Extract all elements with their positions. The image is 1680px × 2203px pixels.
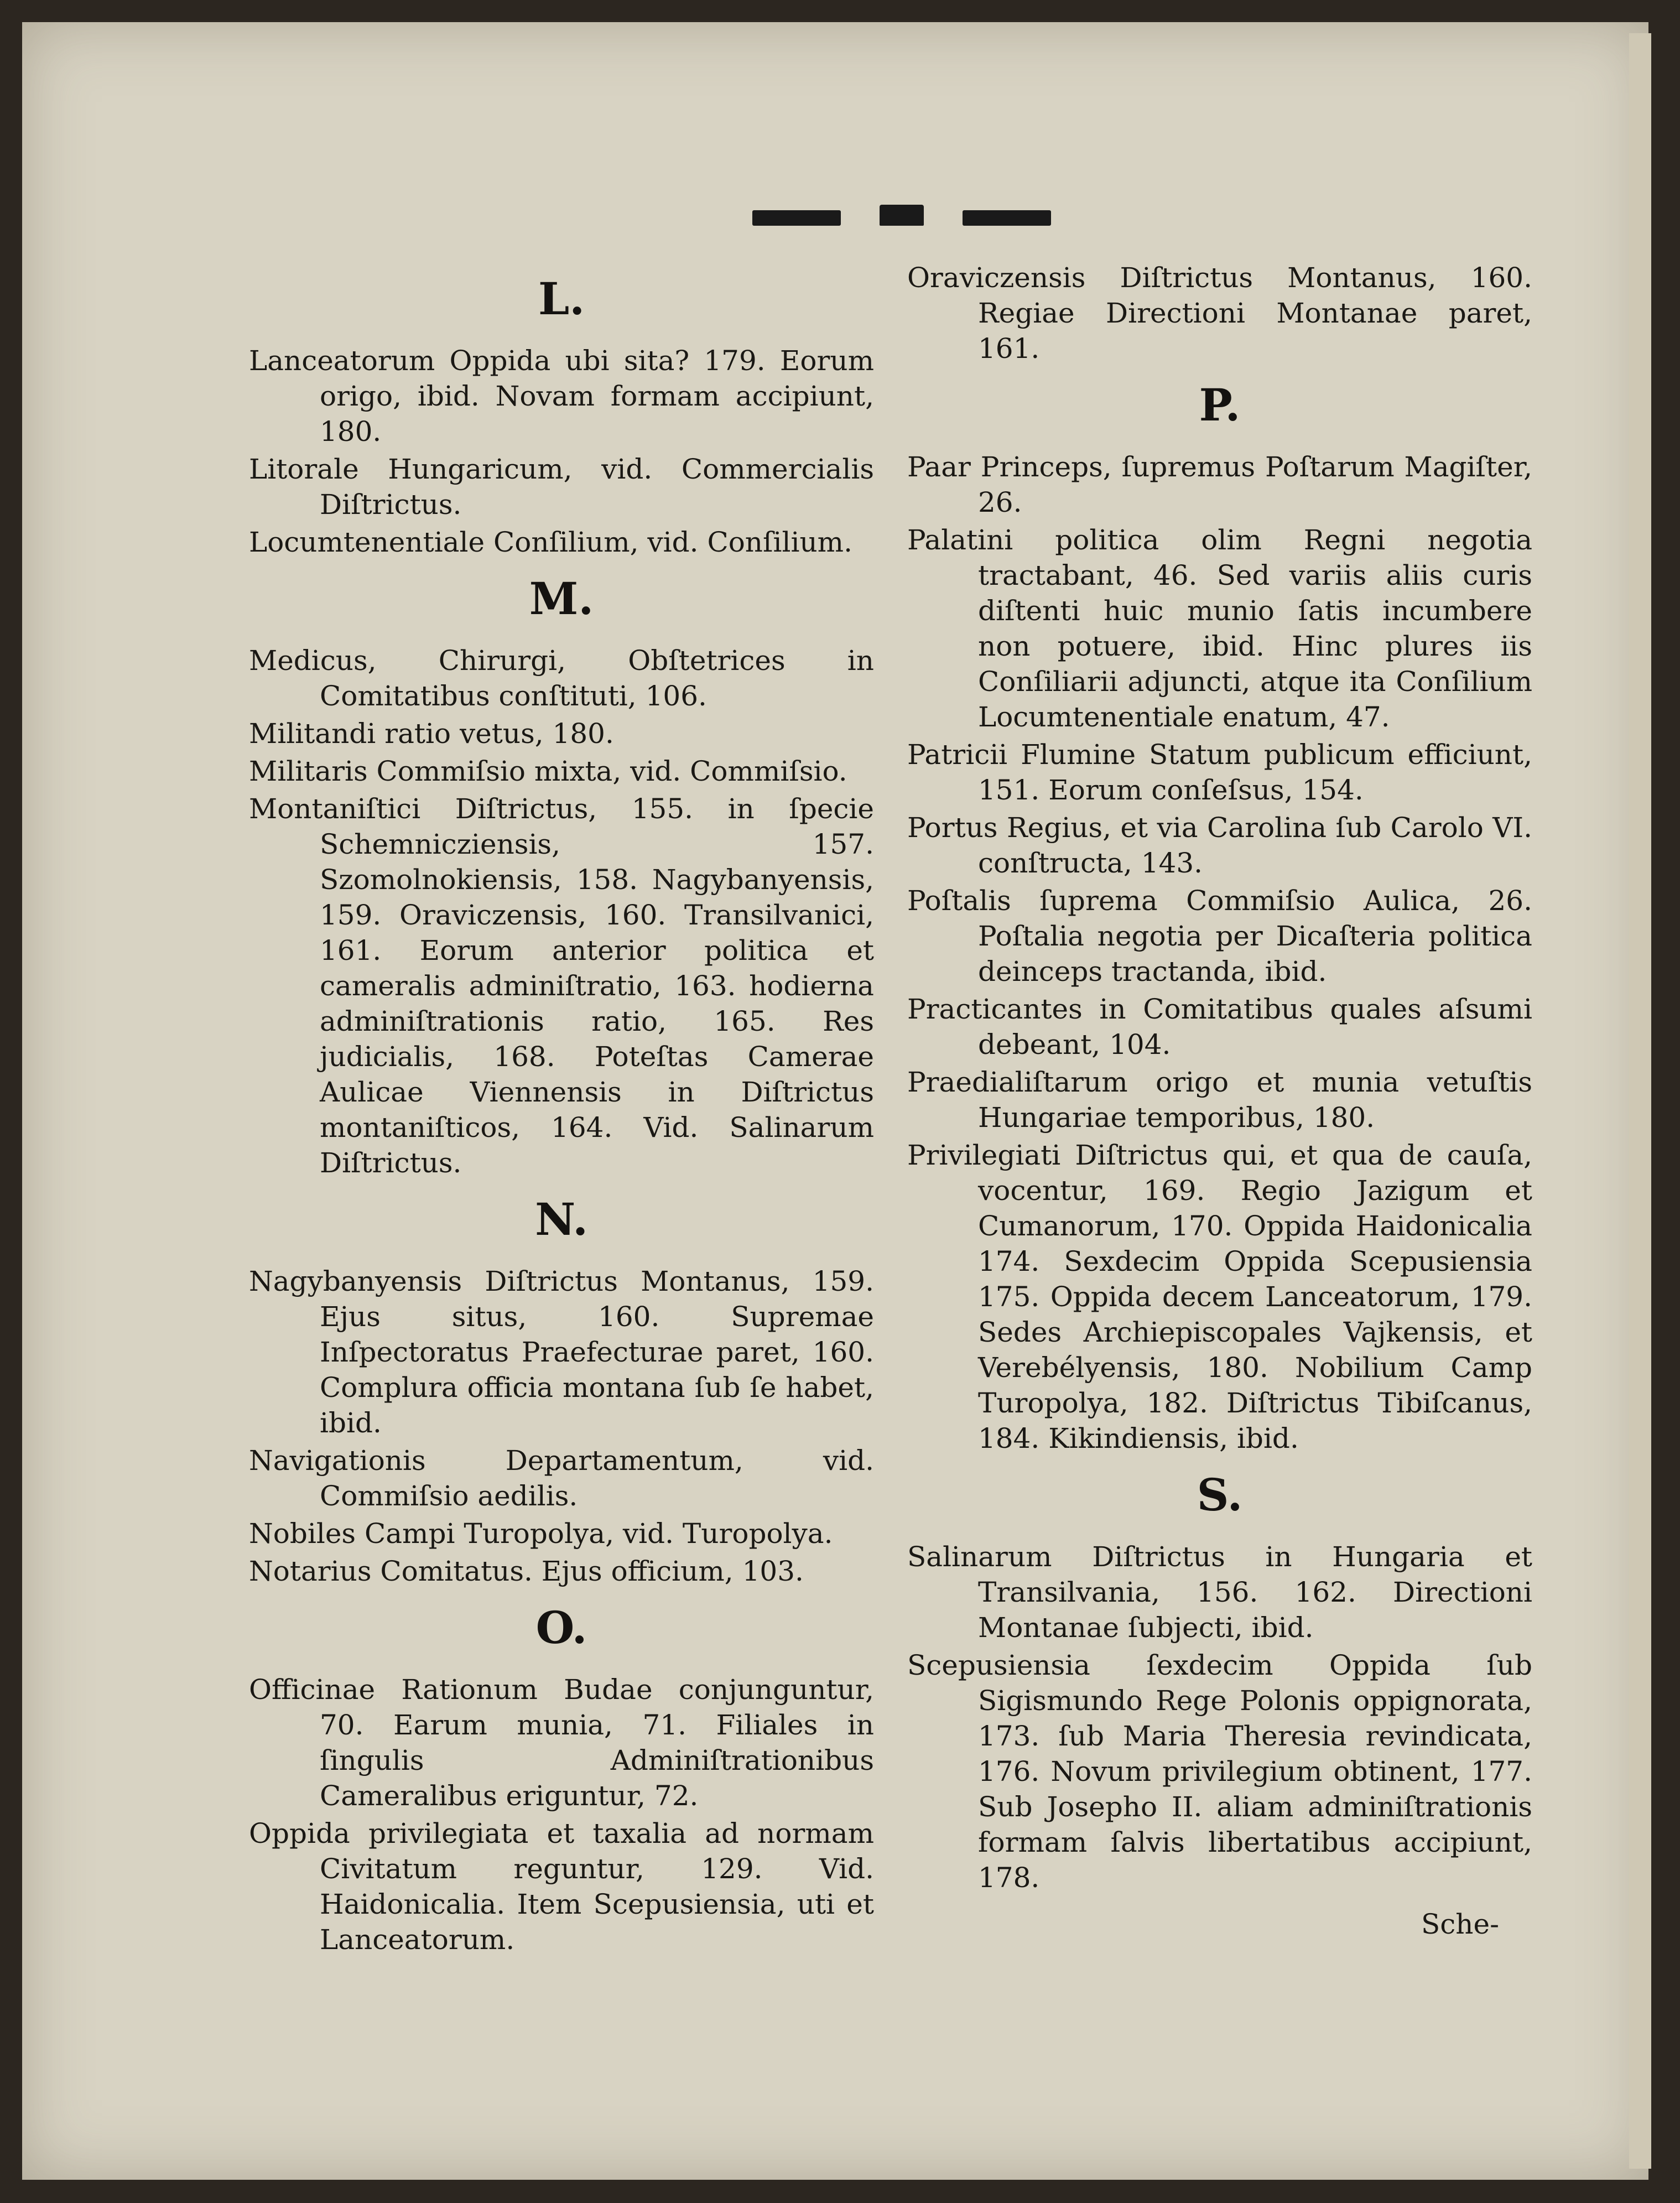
index-entry: Officinae Rationum Budae conjunguntur, 70. Earum munia, 71. Filiales in ſingulis Adminiſtrationibus Cameralibus eriguntur, 72. (249, 1674, 874, 1812)
index-entry: Practicantes in Comitatibus quales aſsumi debeant, 104. (907, 993, 1532, 1061)
index-entry: Locumtenentiale Conſilium, vid. Conſilium. (249, 526, 852, 558)
section-p (907, 379, 1532, 1456)
header-ornament (752, 199, 1051, 232)
index-entry: Portus Regius, et via Carolina ſub Carolo VI. conſtructa, 143. (907, 812, 1532, 879)
index-entry: Patricii Flumine Statum publicum efficiunt, 151. Eorum conſeſsus, 154. (907, 739, 1532, 806)
index-entry: Nagybanyensis Diſtrictus Montanus, 159. Ejus situs, 160. Supremae Inſpectoratus Praefecturae paret, 160. Complura officia montana ſub ſe habet, ibid. (249, 1265, 874, 1439)
section-letter: O. (535, 1602, 587, 1654)
right-column (907, 260, 1532, 1942)
index-entry: Medicus, Chirurgi, Obſtetrices in Comitatibus conſtituti, 106. (249, 645, 874, 712)
index-entry: Poſtalis ſuprema Commiſsio Aulica, 26. Poſtalia negotia per Dicaſteria politica deinceps tractanda, ibid. (907, 885, 1532, 988)
index-entry: Militandi ratio vetus, 180. (249, 718, 614, 750)
index-entry: Lanceatorum Oppida ubi sita? 179. Eorum origo, ibid. Novam formam accipiunt, 180. (249, 345, 874, 448)
catchword: Sche- (1421, 1908, 1499, 1940)
index-entry: Notarius Comitatus. Ejus officium, 103. (249, 1555, 804, 1587)
index-entry: Montaniſtici Diſtrictus, 155. in ſpecie Schemnicziensis, 157. Szomolnokiensis, 158. Nagybanyensis, 159. Oraviczensis, 160. Transilvanici, 161. Eorum anterior politica et cameralis adminiſtratio, 163. hodierna adminiſtrationis ratio, 165. Res judicialis, 168. Poteſtas Camerae Aulicae Viennensis in Diſtrictus montaniſticos, 164. Vid. Salinarum Diſtrictus. (249, 793, 874, 1179)
index-entry: Praedialiſtarum origo et munia vetuſtis Hungariae temporibus, 180. (907, 1066, 1532, 1134)
section-letter: P. (1199, 379, 1241, 431)
index-entry: Litorale Hungaricum, vid. Commercialis Diſtrictus. (249, 453, 874, 521)
section-letter: L. (538, 273, 585, 325)
section-letter: M. (529, 573, 594, 625)
ornament-bar-left (752, 210, 841, 226)
book-page (22, 22, 1648, 2180)
ornament-crown-icon (880, 205, 924, 226)
index-entry: Navigationis Departamentum, vid. Commiſsio aedilis. (249, 1445, 874, 1512)
index-entry: Palatini politica olim Regni negotia tractabant, 46. Sed variis aliis curis diſtenti huic munio ſatis incumbere non potuere, ibid. Hinc plures iis Conſiliarii adjuncti, atque ita Conſilium Locumtenentiale enatum, 47. (907, 524, 1532, 733)
section-letter: N. (535, 1193, 588, 1245)
index-entry: Scepusiensia ſexdecim Oppida ſub Sigismundo Rege Polonis oppignorata, 173. ſub Maria Theresia revindicata, 176. Novum privilegium obtinent, 177. Sub Josepho II. aliam adminiſtrationis formam ſalvis libertatibus accipiunt, 178. (907, 1649, 1532, 1894)
section-letter: S. (1197, 1469, 1243, 1521)
left-column (249, 260, 874, 1960)
next-page-edge (1629, 33, 1651, 2169)
index-entry: Oppida privilegiata et taxalia ad normam Civitatum reguntur, 129. Vid. Haidonicalia. Item Scepusiensia, uti et Lanceatorum. (249, 1817, 874, 1956)
index-entry: Salinarum Diſtrictus in Hungaria et Transilvania, 156. 162. Directioni Montanae ſubjecti, ibid. (907, 1541, 1532, 1644)
section-s (907, 1469, 1532, 1895)
index-entry: Oraviczensis Diſtrictus Montanus, 160. Regiae Directioni Montanae paret, 161. (907, 262, 1532, 365)
section-l (249, 273, 874, 560)
section-n (249, 1193, 874, 1589)
ornament-bar-right (963, 210, 1051, 226)
index-entry: Militaris Commiſsio mixta, vid. Commiſsio. (249, 755, 847, 787)
section-o (249, 1602, 874, 1957)
index-entry: Paar Princeps, ſupremus Poſtarum Magiſter, 26. (907, 451, 1532, 518)
section-m (249, 573, 874, 1181)
index-entry: Nobiles Campi Turopolya, vid. Turopolya. (249, 1518, 833, 1550)
index-entry: Privilegiati Diſtrictus qui, et qua de cauſa, vocentur, 169. Regio Jazigum et Cumanorum, 170. Oppida Haidonicalia 174. Sexdecim Oppida Scepusiensia 175. Oppida decem Lanceatorum, 179. Sedes Archiepiscopales Vajkensis, et Verebélyensis, 180. Nobilium Camp Turopolya, 182. Diſtrictus Tibiſcanus, 184. Kikindiensis, ibid. (907, 1139, 1532, 1454)
section-o-continued (907, 260, 1532, 366)
